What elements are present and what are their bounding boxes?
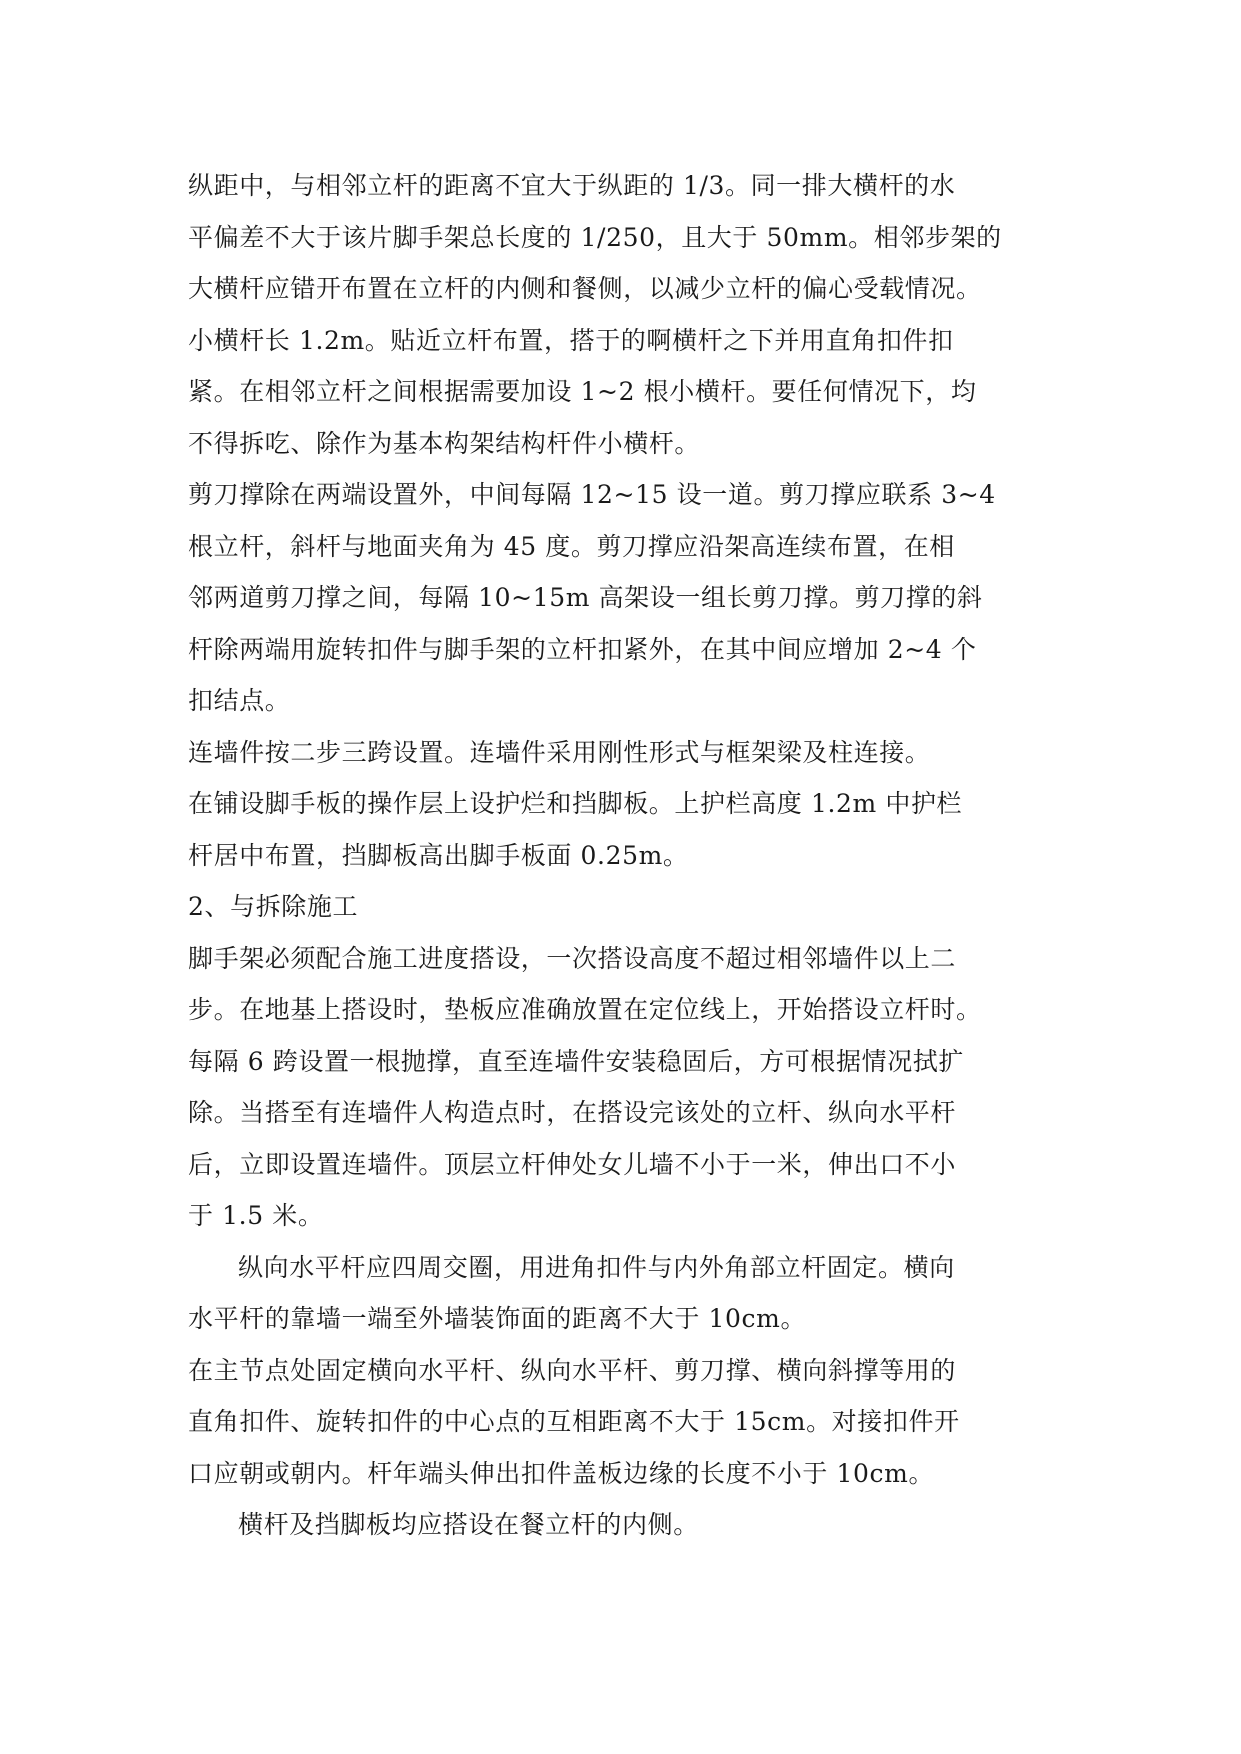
text-line: 直角扣件、旋转扣件的中心点的互相距离不大于 15cm。对接扣件开 — [188, 1407, 960, 1436]
text-line: 杆除两端用旋转扣件与脚手架的立杆扣紧外，在其中间应增加 2~4 个 — [188, 634, 977, 664]
text-line: 纵向水平杆应四周交圈，用进角扣件与内外角部立杆固定。横向 — [238, 1252, 955, 1282]
text-line: 扣结点。 — [188, 686, 291, 715]
text-line: 纵距中，与相邻立杆的距离不宜大于纵距的 1/3。同一排大横杆的水 — [188, 171, 956, 200]
text-line: 脚手架必须配合施工进度搭设，一次搭设高度不超过相邻墙件以上二 — [188, 943, 957, 973]
text-line: 水平杆的靠墙一端至外墙装饰面的距离不大于 10cm。 — [188, 1304, 807, 1333]
text-line: 除。当搭至有连墙件人构造点时，在搭设完该处的立杆、纵向水平杆 — [188, 1098, 957, 1127]
text-line: 剪刀撑除在两端设置外，中间每隔 12~15 设一道。剪刀撑应联系 3~4 — [188, 480, 996, 509]
text-line: 于 1.5 米。 — [188, 1201, 324, 1230]
text-line: 口应朝或朝内。杆年端头伸出扣件盖板边缘的长度不小于 10cm。 — [188, 1458, 935, 1488]
text-line: 横杆及挡脚板均应搭设在餐立杆的内侧。 — [238, 1510, 699, 1539]
document-body — [188, 160, 1068, 1551]
text-line: 小横杆长 1.2m。贴近立杆布置，搭于的啊横杆之下并用直角扣件扣 — [188, 325, 954, 355]
text-line: 根立杆，斜杆与地面夹角为 45 度。剪刀撑应沿架高连续布置，在相 — [188, 531, 955, 561]
text-line: 在铺设脚手板的操作层上设护烂和挡脚板。上护栏高度 1.2m 中护栏 — [188, 789, 963, 818]
text-line: 后，立即设置连墙件。顶层立杆伸处女儿墙不小于一米，伸出口不小 — [188, 1149, 957, 1179]
text-line: 每隔 6 跨设置一根抛撑，直至连墙件安装稳固后，方可根据情况拭扩 — [188, 1046, 965, 1076]
text-line: 大横杆应错开布置在立杆的内侧和餐侧，以减少立杆的偏心受载情况。 — [188, 274, 982, 303]
text-line: 平偏差不大于该片脚手架总长度的 1/250，且大于 50mm。相邻步架的 — [188, 222, 1002, 252]
text-line: 2、与拆除施工 — [188, 892, 359, 921]
text-line: 在主节点处固定横向水平杆、纵向水平杆、剪刀撑、横向斜撑等用的 — [188, 1355, 957, 1385]
text-line: 紧。在相邻立杆之间根据需要加设 1~2 根小横杆。要任何情况下，均 — [188, 377, 977, 406]
text-line: 步。在地基上搭设时，垫板应准确放置在定位线上，开始搭设立杆时。 — [188, 995, 982, 1024]
text-line: 邻两道剪刀撑之间，每隔 10~15m 高架设一组长剪刀撑。剪刀撑的斜 — [188, 583, 983, 612]
text-line: 杆居中布置，挡脚板高出脚手板面 0.25m。 — [188, 840, 689, 870]
text-line: 连墙件按二步三跨设置。连墙件采用刚性形式与框架梁及柱连接。 — [188, 737, 931, 767]
text-line: 不得拆吃、除作为基本构架结构杆件小横杆。 — [188, 428, 701, 458]
